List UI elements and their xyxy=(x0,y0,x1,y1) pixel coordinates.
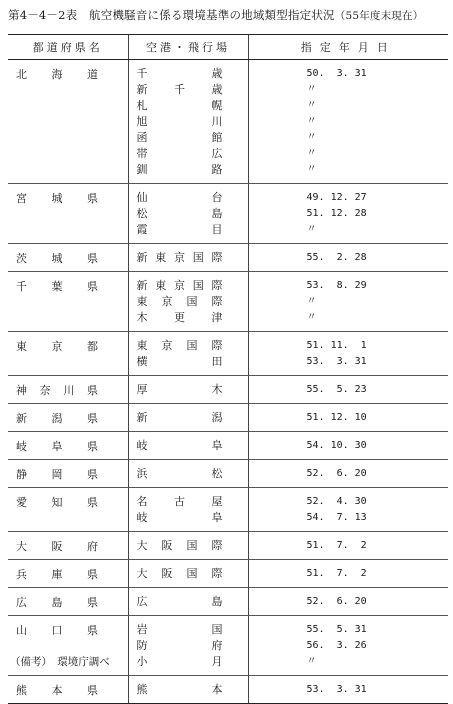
designation-date: 〃 xyxy=(306,148,317,159)
prefecture-cell xyxy=(8,244,128,272)
airport-cell xyxy=(128,616,248,676)
prefecture-name: 茨城県 xyxy=(16,252,98,265)
designation-date: 51. 12. 28 xyxy=(306,208,367,219)
airport-name: 新東京国際 xyxy=(136,251,223,264)
date-cell xyxy=(248,244,448,272)
airport-name: 仙台 xyxy=(136,191,223,204)
designation-date: 51. 12. 10 xyxy=(306,412,367,423)
header-date: 指定年月日 xyxy=(248,35,448,60)
prefecture-name: 宮城県 xyxy=(16,192,98,205)
designation-date: 〃 xyxy=(306,116,317,127)
designation-date: 53. 3. 31 xyxy=(306,356,367,367)
designation-date: 50. 3. 31 xyxy=(306,68,367,79)
date-cell xyxy=(248,272,448,332)
prefecture-name: 山口県 xyxy=(16,624,98,637)
prefecture-name: 熊本県 xyxy=(16,684,98,697)
designation-date: 55. 2. 28 xyxy=(306,252,367,263)
table-row xyxy=(8,460,448,488)
prefecture-cell xyxy=(8,376,128,404)
date-cell xyxy=(248,376,448,404)
airport-cell xyxy=(128,244,248,272)
prefecture-name: 静岡県 xyxy=(16,468,98,481)
prefecture-cell xyxy=(8,272,128,332)
airport-name: 松島 xyxy=(136,207,223,220)
airport-cell xyxy=(128,332,248,376)
airport-name: 新東京国際 xyxy=(136,279,223,292)
airport-cell xyxy=(128,404,248,432)
prefecture-cell xyxy=(8,532,128,560)
prefecture-name: 新潟県 xyxy=(16,412,98,425)
airport-name: 札幌 xyxy=(136,99,223,112)
designation-date: 53. 8. 29 xyxy=(306,280,367,291)
designation-date: 54. 10. 30 xyxy=(306,440,367,451)
prefecture-name: 北海道 xyxy=(16,68,98,81)
header-prefecture: 都道府県名 xyxy=(8,35,128,60)
date-cell xyxy=(248,676,448,704)
prefecture-name: 岐阜県 xyxy=(16,440,98,453)
designation-date: 〃 xyxy=(306,84,317,95)
date-cell xyxy=(248,560,448,588)
designation-date: 〃 xyxy=(306,296,317,307)
airport-cell xyxy=(128,184,248,244)
airport-cell xyxy=(128,488,248,532)
airport-name: 厚木 xyxy=(136,383,223,396)
prefecture-cell xyxy=(8,560,128,588)
airport-name: 浜松 xyxy=(136,467,223,480)
designation-date: 56. 3. 26 xyxy=(306,640,367,651)
prefecture-cell xyxy=(8,460,128,488)
table-row xyxy=(8,184,448,244)
date-cell xyxy=(248,488,448,532)
airport-name: 木更津 xyxy=(136,311,223,324)
designation-table xyxy=(8,34,448,704)
date-cell xyxy=(248,404,448,432)
prefecture-name: 愛知県 xyxy=(16,496,98,509)
airport-cell xyxy=(128,560,248,588)
airport-name: 岩国 xyxy=(136,623,223,636)
date-cell xyxy=(248,588,448,616)
date-cell xyxy=(248,332,448,376)
date-cell xyxy=(248,616,448,676)
airport-name: 横田 xyxy=(136,355,223,368)
airport-name: 熊本 xyxy=(136,683,223,696)
airport-name: 岐阜 xyxy=(136,511,223,524)
table-row xyxy=(8,560,448,588)
table-row xyxy=(8,532,448,560)
airport-name: 帯広 xyxy=(136,147,223,160)
prefecture-name: 大阪府 xyxy=(16,540,98,553)
airport-cell xyxy=(128,460,248,488)
airport-cell xyxy=(128,60,248,184)
designation-date: 51. 11. 1 xyxy=(306,340,367,351)
airport-name: 釧路 xyxy=(136,163,223,176)
designation-date: 55. 5. 23 xyxy=(306,384,367,395)
prefecture-cell xyxy=(8,588,128,616)
designation-date: 〃 xyxy=(306,312,317,323)
designation-date: 〃 xyxy=(306,132,317,143)
airport-name: 小月 xyxy=(136,655,223,668)
designation-date: 51. 7. 2 xyxy=(306,568,367,579)
designation-date: 52. 6. 20 xyxy=(306,596,367,607)
table-row xyxy=(8,60,448,184)
airport-name: 旭川 xyxy=(136,115,223,128)
prefecture-name: 千葉県 xyxy=(16,280,98,293)
table-row xyxy=(8,272,448,332)
designation-date: 55. 5. 31 xyxy=(306,624,367,635)
airport-name: 霞目 xyxy=(136,223,223,236)
airport-name: 新潟 xyxy=(136,411,223,424)
designation-date: 52. 4. 30 xyxy=(306,496,367,507)
date-cell xyxy=(248,532,448,560)
date-cell xyxy=(248,184,448,244)
airport-name: 新千歳 xyxy=(136,83,223,96)
prefecture-cell xyxy=(8,60,128,184)
table-row xyxy=(8,676,448,704)
header-airport: 空港・飛行場 xyxy=(128,35,248,60)
date-cell xyxy=(248,460,448,488)
airport-name: 広島 xyxy=(136,595,223,608)
prefecture-cell xyxy=(8,404,128,432)
designation-date: 54. 7. 13 xyxy=(306,512,367,523)
prefecture-name: 東京都 xyxy=(16,340,98,353)
airport-name: 函館 xyxy=(136,131,223,144)
airport-cell xyxy=(128,432,248,460)
prefecture-name: 広島県 xyxy=(16,596,98,609)
prefecture-cell xyxy=(8,332,128,376)
airport-name: 大阪国際 xyxy=(136,567,223,580)
table-row xyxy=(8,588,448,616)
table-row xyxy=(8,376,448,404)
airport-name: 大阪国際 xyxy=(136,539,223,552)
date-cell xyxy=(248,432,448,460)
airport-cell xyxy=(128,676,248,704)
airport-name: 岐阜 xyxy=(136,439,223,452)
designation-date: 〃 xyxy=(306,100,317,111)
prefecture-cell xyxy=(8,676,128,704)
designation-date: 52. 6. 20 xyxy=(306,468,367,479)
table-title-main: 第4－4－2表 航空機騒音に係る環境基準の地域類型指定状況 xyxy=(8,8,335,22)
source-note: （備考） 環境庁調べ xyxy=(10,656,110,668)
prefecture-cell xyxy=(8,184,128,244)
designation-date: 〃 xyxy=(306,224,317,235)
table-title xyxy=(8,7,423,23)
designation-date: 51. 7. 2 xyxy=(306,540,367,551)
prefecture-name: 兵庫県 xyxy=(16,568,98,581)
prefecture-name: 神奈川県 xyxy=(16,384,98,397)
table-row xyxy=(8,244,448,272)
table-row xyxy=(8,488,448,532)
airport-name: 名古屋 xyxy=(136,495,223,508)
designation-date: 49. 12. 27 xyxy=(306,192,367,203)
table-row xyxy=(8,332,448,376)
designation-date: 53. 3. 31 xyxy=(306,684,367,695)
table-title-date: （55年度末現在） xyxy=(334,10,424,22)
prefecture-cell xyxy=(8,488,128,532)
table-row xyxy=(8,404,448,432)
airport-cell xyxy=(128,588,248,616)
airport-cell xyxy=(128,272,248,332)
airport-name: 防府 xyxy=(136,639,223,652)
airport-name: 東京国際 xyxy=(136,295,223,308)
designation-date: 〃 xyxy=(306,656,317,667)
airport-cell xyxy=(128,376,248,404)
table-row xyxy=(8,432,448,460)
designation-date: 〃 xyxy=(306,164,317,175)
table-body xyxy=(8,60,448,704)
header-row xyxy=(8,35,448,60)
airport-cell xyxy=(128,532,248,560)
prefecture-cell xyxy=(8,432,128,460)
airport-name: 千歳 xyxy=(136,67,223,80)
airport-name: 東京国際 xyxy=(136,339,223,352)
date-cell xyxy=(248,60,448,184)
